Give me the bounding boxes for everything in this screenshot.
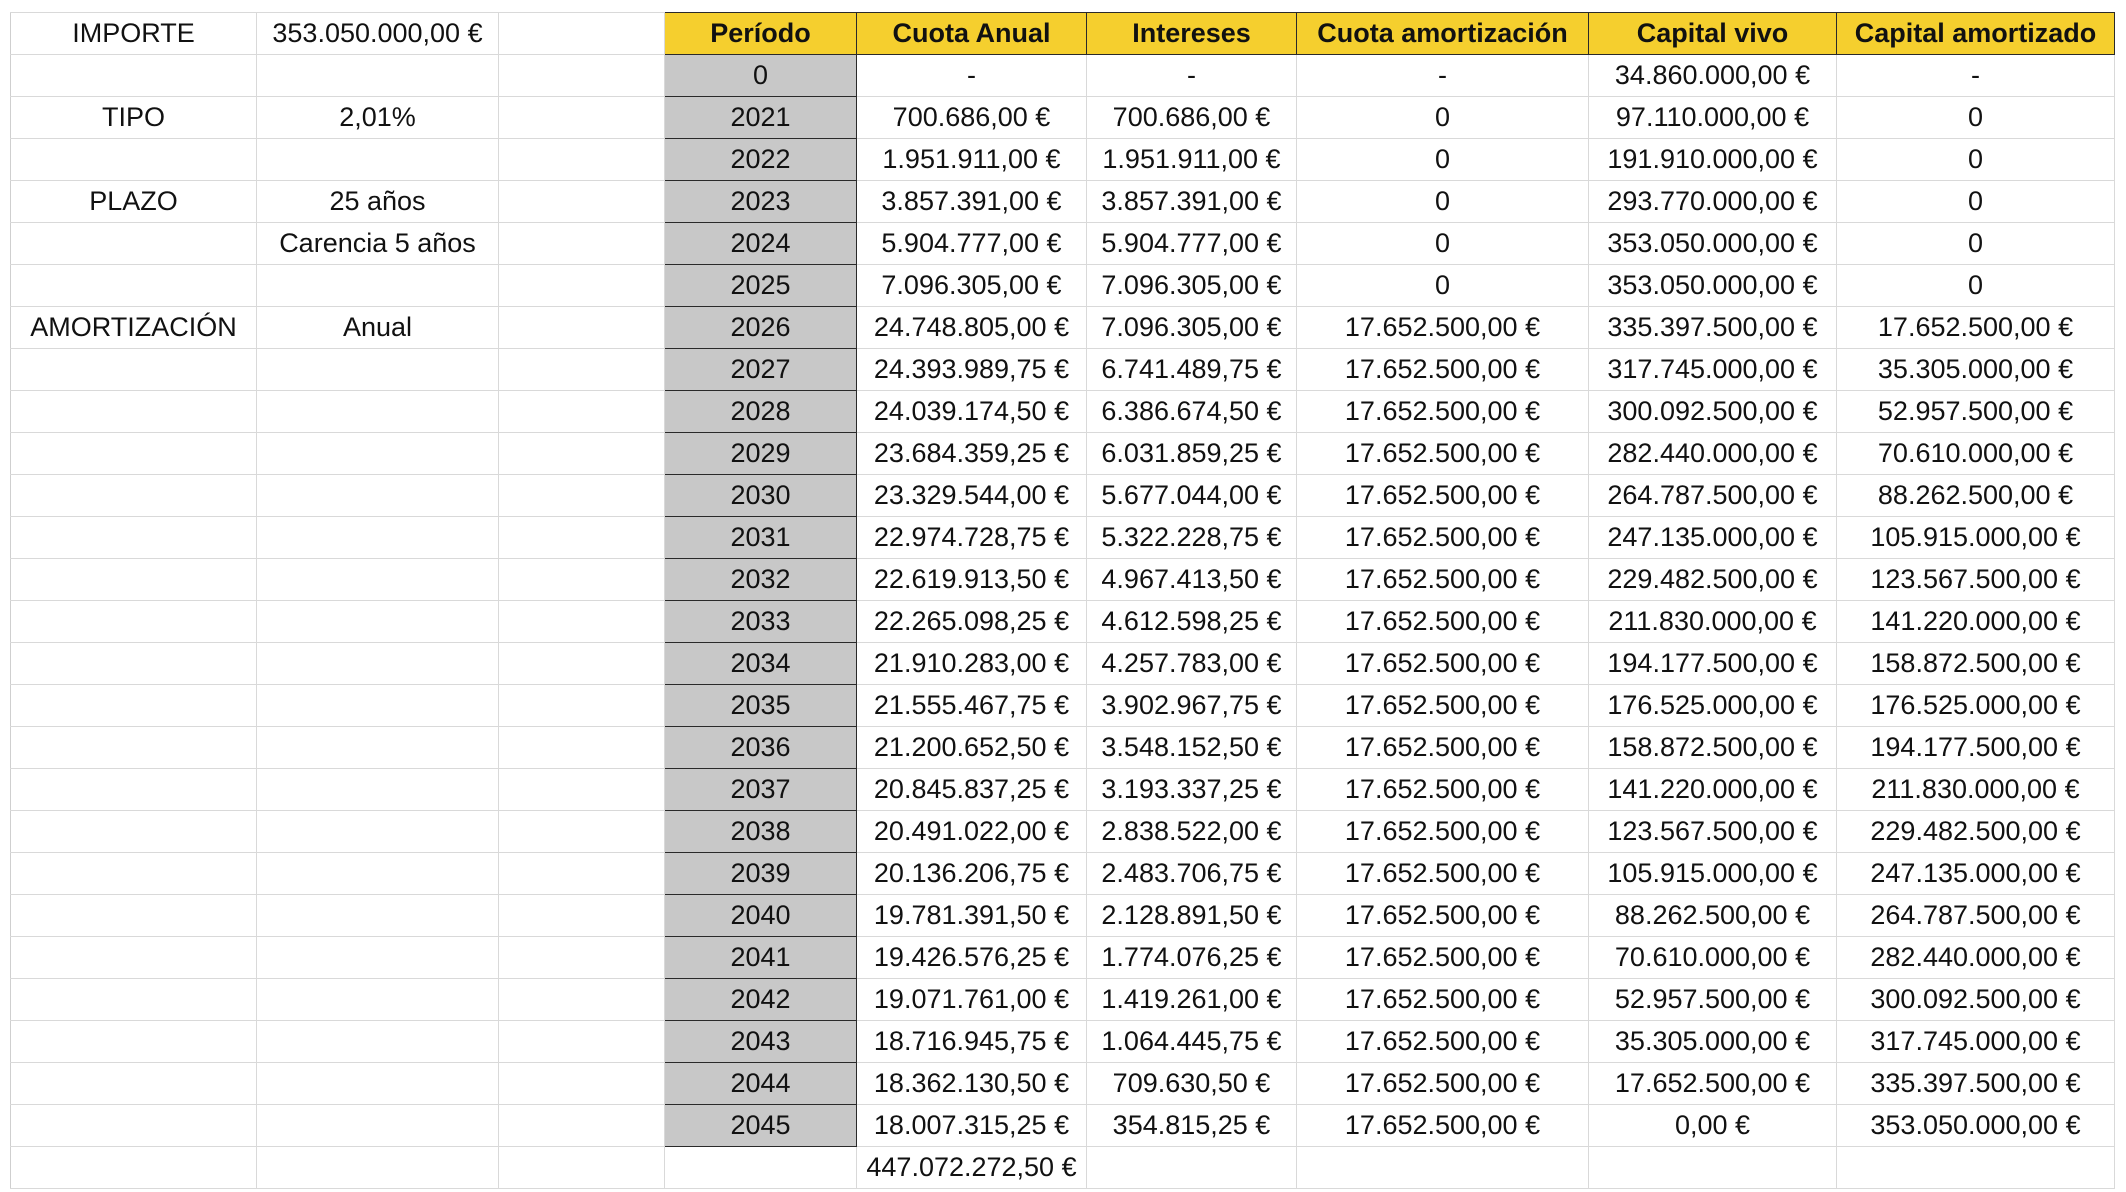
cell-intereses[interactable]: 354.815,25 € — [1087, 1105, 1297, 1147]
empty-cell[interactable] — [11, 1147, 257, 1189]
empty-cell[interactable] — [499, 307, 665, 349]
cell-capital-amortizado[interactable]: 282.440.000,00 € — [1837, 937, 2115, 979]
empty-cell[interactable] — [499, 643, 665, 685]
empty-cell[interactable] — [257, 433, 499, 475]
table-row — [11, 685, 2115, 727]
empty-cell[interactable] — [499, 223, 665, 265]
empty-cell[interactable] — [499, 97, 665, 139]
empty-cell[interactable] — [499, 265, 665, 307]
empty-cell[interactable] — [11, 811, 257, 853]
table-row — [11, 433, 2115, 475]
cell-capital-vivo[interactable]: 282.440.000,00 € — [1589, 433, 1837, 475]
cell-capital-vivo[interactable]: 176.525.000,00 € — [1589, 685, 1837, 727]
empty-cell[interactable] — [257, 853, 499, 895]
empty-cell[interactable] — [11, 1021, 257, 1063]
cell-capital-vivo[interactable]: 70.610.000,00 € — [1589, 937, 1837, 979]
cell-cuota-anual[interactable]: 700.686,00 € — [857, 97, 1087, 139]
cell-capital-amortizado[interactable]: 141.220.000,00 € — [1837, 601, 2115, 643]
cell-capital-amortizado[interactable]: 0 — [1837, 139, 2115, 181]
empty-cell[interactable] — [11, 1063, 257, 1105]
empty-cell[interactable] — [499, 727, 665, 769]
cell-intereses[interactable]: 2.128.891,50 € — [1087, 895, 1297, 937]
cell-cuota-anual[interactable]: 23.684.359,25 € — [857, 433, 1087, 475]
header-cuota-amortizacion[interactable]: Cuota amortización — [1297, 13, 1589, 55]
empty-cell[interactable] — [11, 139, 257, 181]
cell-capital-vivo[interactable]: 194.177.500,00 € — [1589, 643, 1837, 685]
empty-cell[interactable] — [257, 1147, 499, 1189]
cell-cuota-anual[interactable]: 7.096.305,00 € — [857, 265, 1087, 307]
empty-cell[interactable] — [257, 1063, 499, 1105]
cell-capital-vivo[interactable]: 35.305.000,00 € — [1589, 1021, 1837, 1063]
cell-cuota-amortizacion[interactable]: 17.652.500,00 € — [1297, 391, 1589, 433]
cell-capital-vivo[interactable]: 293.770.000,00 € — [1589, 181, 1837, 223]
empty-cell[interactable] — [257, 1105, 499, 1147]
empty-cell[interactable] — [257, 685, 499, 727]
empty-cell[interactable] — [11, 1105, 257, 1147]
cell-period[interactable]: 2029 — [665, 433, 857, 475]
amortizacion-value[interactable]: Anual — [257, 307, 499, 349]
cell-cuota-amortizacion[interactable]: 17.652.500,00 € — [1297, 1063, 1589, 1105]
empty-cell[interactable] — [499, 181, 665, 223]
cell-intereses[interactable]: 4.967.413,50 € — [1087, 559, 1297, 601]
cell-intereses[interactable]: 2.838.522,00 € — [1087, 811, 1297, 853]
cell-period[interactable]: 2041 — [665, 937, 857, 979]
cell-period[interactable]: 2021 — [665, 97, 857, 139]
empty-cell[interactable] — [665, 1147, 857, 1189]
cell-cuota-amortizacion[interactable]: 17.652.500,00 € — [1297, 727, 1589, 769]
empty-cell[interactable] — [257, 643, 499, 685]
cell-cuota-amortizacion[interactable]: 17.652.500,00 € — [1297, 769, 1589, 811]
plazo-value[interactable]: 25 años — [257, 181, 499, 223]
cell-capital-vivo[interactable]: 158.872.500,00 € — [1589, 727, 1837, 769]
cell-period[interactable]: 2038 — [665, 811, 857, 853]
cell-capital-amortizado[interactable]: 35.305.000,00 € — [1837, 349, 2115, 391]
cell-cuota-anual[interactable]: 19.426.576,25 € — [857, 937, 1087, 979]
cell-capital-amortizado[interactable]: 88.262.500,00 € — [1837, 475, 2115, 517]
cell-intereses[interactable]: 709.630,50 € — [1087, 1063, 1297, 1105]
cell-intereses[interactable]: 3.857.391,00 € — [1087, 181, 1297, 223]
cell-intereses[interactable]: 7.096.305,00 € — [1087, 265, 1297, 307]
cell-period[interactable]: 2024 — [665, 223, 857, 265]
table-row — [11, 55, 2115, 97]
total-row — [11, 1147, 2115, 1189]
table-row — [11, 265, 2115, 307]
empty-cell[interactable] — [499, 349, 665, 391]
cell-cuota-anual[interactable]: 21.200.652,50 € — [857, 727, 1087, 769]
empty-cell[interactable] — [1297, 1147, 1589, 1189]
cell-capital-amortizado[interactable]: 158.872.500,00 € — [1837, 643, 2115, 685]
empty-cell[interactable] — [257, 727, 499, 769]
empty-cell[interactable] — [11, 475, 257, 517]
cell-capital-amortizado[interactable]: 229.482.500,00 € — [1837, 811, 2115, 853]
cell-capital-vivo[interactable]: 211.830.000,00 € — [1589, 601, 1837, 643]
empty-cell[interactable] — [11, 223, 257, 265]
empty-cell[interactable] — [11, 685, 257, 727]
cell-capital-vivo[interactable]: 353.050.000,00 € — [1589, 265, 1837, 307]
table-row — [11, 559, 2115, 601]
empty-cell[interactable] — [1837, 1147, 2115, 1189]
cell-cuota-amortizacion[interactable]: 17.652.500,00 € — [1297, 643, 1589, 685]
empty-cell[interactable] — [499, 1147, 665, 1189]
empty-cell[interactable] — [11, 643, 257, 685]
empty-cell[interactable] — [257, 811, 499, 853]
empty-cell[interactable] — [11, 979, 257, 1021]
empty-cell[interactable] — [11, 601, 257, 643]
cell-capital-vivo[interactable]: 247.135.000,00 € — [1589, 517, 1837, 559]
cell-cuota-amortizacion[interactable]: 17.652.500,00 € — [1297, 1021, 1589, 1063]
table-row — [11, 97, 2115, 139]
cell-cuota-anual[interactable]: 24.748.805,00 € — [857, 307, 1087, 349]
cell-cuota-amortizacion[interactable]: 0 — [1297, 223, 1589, 265]
cell-period[interactable]: 2043 — [665, 1021, 857, 1063]
empty-cell[interactable] — [257, 55, 499, 97]
empty-cell[interactable] — [11, 937, 257, 979]
cell-capital-amortizado[interactable]: 0 — [1837, 181, 2115, 223]
empty-cell[interactable] — [11, 769, 257, 811]
empty-cell[interactable] — [11, 391, 257, 433]
cell-capital-vivo[interactable]: 34.860.000,00 € — [1589, 55, 1837, 97]
table-row — [11, 769, 2115, 811]
importe-value[interactable]: 353.050.000,00 € — [257, 13, 499, 55]
cell-period[interactable]: 2022 — [665, 139, 857, 181]
cell-capital-amortizado[interactable]: 247.135.000,00 € — [1837, 853, 2115, 895]
cell-capital-amortizado[interactable]: 105.915.000,00 € — [1837, 517, 2115, 559]
amortization-spreadsheet — [10, 12, 2115, 1189]
cell-cuota-amortizacion[interactable]: 17.652.500,00 € — [1297, 475, 1589, 517]
table-row — [11, 811, 2115, 853]
cell-capital-vivo[interactable]: 335.397.500,00 € — [1589, 307, 1837, 349]
plazo-label[interactable]: PLAZO — [11, 181, 257, 223]
cell-capital-vivo[interactable]: 141.220.000,00 € — [1589, 769, 1837, 811]
cell-period[interactable]: 2039 — [665, 853, 857, 895]
cell-intereses[interactable]: 6.741.489,75 € — [1087, 349, 1297, 391]
cell-cuota-amortizacion[interactable]: 17.652.500,00 € — [1297, 559, 1589, 601]
cell-intereses[interactable]: 7.096.305,00 € — [1087, 307, 1297, 349]
cell-intereses[interactable]: 2.483.706,75 € — [1087, 853, 1297, 895]
header-cuota-anual[interactable]: Cuota Anual — [857, 13, 1087, 55]
cell-capital-amortizado[interactable]: 353.050.000,00 € — [1837, 1105, 2115, 1147]
table-row — [11, 349, 2115, 391]
cell-cuota-anual[interactable]: 20.491.022,00 € — [857, 811, 1087, 853]
total-cuota-anual[interactable]: 447.072.272,50 € — [857, 1147, 1087, 1189]
table-row — [11, 895, 2115, 937]
cell-capital-amortizado[interactable]: 211.830.000,00 € — [1837, 769, 2115, 811]
table-row — [11, 727, 2115, 769]
cell-cuota-amortizacion[interactable]: 0 — [1297, 265, 1589, 307]
cell-capital-amortizado[interactable]: 264.787.500,00 € — [1837, 895, 2115, 937]
cell-cuota-anual[interactable]: 18.362.130,50 € — [857, 1063, 1087, 1105]
empty-cell[interactable] — [11, 433, 257, 475]
cell-capital-amortizado[interactable]: 52.957.500,00 € — [1837, 391, 2115, 433]
cell-capital-vivo[interactable]: 123.567.500,00 € — [1589, 811, 1837, 853]
empty-cell[interactable] — [257, 1021, 499, 1063]
cell-intereses[interactable]: 700.686,00 € — [1087, 97, 1297, 139]
empty-cell[interactable] — [499, 895, 665, 937]
empty-cell[interactable] — [257, 391, 499, 433]
empty-cell[interactable] — [499, 769, 665, 811]
cell-cuota-anual[interactable]: 21.555.467,75 € — [857, 685, 1087, 727]
cell-capital-vivo[interactable]: 88.262.500,00 € — [1589, 895, 1837, 937]
empty-cell[interactable] — [499, 811, 665, 853]
cell-period[interactable]: 2044 — [665, 1063, 857, 1105]
cell-period[interactable]: 2026 — [665, 307, 857, 349]
cell-capital-amortizado[interactable]: 0 — [1837, 97, 2115, 139]
table-row — [11, 601, 2115, 643]
cell-cuota-amortizacion[interactable]: 0 — [1297, 139, 1589, 181]
empty-cell[interactable] — [11, 853, 257, 895]
cell-cuota-anual[interactable]: 22.619.913,50 € — [857, 559, 1087, 601]
cell-cuota-amortizacion[interactable]: 17.652.500,00 € — [1297, 517, 1589, 559]
cell-capital-amortizado[interactable]: 300.092.500,00 € — [1837, 979, 2115, 1021]
cell-cuota-amortizacion[interactable]: 17.652.500,00 € — [1297, 349, 1589, 391]
cell-cuota-amortizacion[interactable]: - — [1297, 55, 1589, 97]
cell-cuota-amortizacion[interactable]: 0 — [1297, 97, 1589, 139]
cell-capital-vivo[interactable]: 229.482.500,00 € — [1589, 559, 1837, 601]
carencia-value[interactable]: Carencia 5 años — [257, 223, 499, 265]
cell-cuota-anual[interactable]: 1.951.911,00 € — [857, 139, 1087, 181]
empty-cell[interactable] — [11, 349, 257, 391]
cell-period[interactable]: 2035 — [665, 685, 857, 727]
cell-capital-amortizado[interactable]: 70.610.000,00 € — [1837, 433, 2115, 475]
empty-cell[interactable] — [257, 979, 499, 1021]
cell-capital-vivo[interactable]: 17.652.500,00 € — [1589, 1063, 1837, 1105]
cell-cuota-amortizacion[interactable]: 17.652.500,00 € — [1297, 811, 1589, 853]
cell-cuota-anual[interactable]: - — [857, 55, 1087, 97]
empty-cell[interactable] — [499, 1063, 665, 1105]
header-capital-vivo[interactable]: Capital vivo — [1589, 13, 1837, 55]
cell-capital-amortizado[interactable]: 317.745.000,00 € — [1837, 1021, 2115, 1063]
empty-cell[interactable] — [1087, 1147, 1297, 1189]
importe-label[interactable]: IMPORTE — [11, 13, 257, 55]
cell-intereses[interactable]: 1.419.261,00 € — [1087, 979, 1297, 1021]
cell-capital-amortizado[interactable]: 335.397.500,00 € — [1837, 1063, 2115, 1105]
cell-period[interactable]: 2037 — [665, 769, 857, 811]
cell-capital-vivo[interactable]: 97.110.000,00 € — [1589, 97, 1837, 139]
table-row — [11, 1063, 2115, 1105]
cell-capital-vivo[interactable]: 264.787.500,00 € — [1589, 475, 1837, 517]
cell-capital-vivo[interactable]: 191.910.000,00 € — [1589, 139, 1837, 181]
empty-cell[interactable] — [257, 475, 499, 517]
empty-cell[interactable] — [11, 559, 257, 601]
table-row — [11, 643, 2115, 685]
cell-period[interactable]: 2030 — [665, 475, 857, 517]
table-row — [11, 979, 2115, 1021]
cell-cuota-anual[interactable]: 19.781.391,50 € — [857, 895, 1087, 937]
empty-cell[interactable] — [499, 391, 665, 433]
cell-period[interactable]: 2040 — [665, 895, 857, 937]
empty-cell[interactable] — [499, 139, 665, 181]
cell-cuota-amortizacion[interactable]: 17.652.500,00 € — [1297, 979, 1589, 1021]
cell-capital-vivo[interactable]: 105.915.000,00 € — [1589, 853, 1837, 895]
cell-cuota-amortizacion[interactable]: 17.652.500,00 € — [1297, 433, 1589, 475]
table-row — [11, 853, 2115, 895]
cell-cuota-amortizacion[interactable]: 17.652.500,00 € — [1297, 601, 1589, 643]
table-row — [11, 181, 2115, 223]
cell-cuota-amortizacion[interactable]: 17.652.500,00 € — [1297, 685, 1589, 727]
empty-cell[interactable] — [11, 517, 257, 559]
cell-intereses[interactable]: 1.774.076,25 € — [1087, 937, 1297, 979]
cell-cuota-anual[interactable]: 19.071.761,00 € — [857, 979, 1087, 1021]
cell-cuota-anual[interactable]: 24.039.174,50 € — [857, 391, 1087, 433]
cell-cuota-anual[interactable]: 22.265.098,25 € — [857, 601, 1087, 643]
cell-intereses[interactable]: 4.257.783,00 € — [1087, 643, 1297, 685]
empty-cell[interactable] — [11, 265, 257, 307]
cell-period[interactable]: 2027 — [665, 349, 857, 391]
cell-period[interactable]: 2025 — [665, 265, 857, 307]
empty-cell[interactable] — [11, 55, 257, 97]
header-capital-amortizado[interactable]: Capital amortizado — [1837, 13, 2115, 55]
header-row — [11, 13, 2115, 55]
cell-capital-vivo[interactable]: 52.957.500,00 € — [1589, 979, 1837, 1021]
empty-cell[interactable] — [1589, 1147, 1837, 1189]
cell-intereses[interactable]: 5.322.228,75 € — [1087, 517, 1297, 559]
cell-cuota-anual[interactable]: 18.007.315,25 € — [857, 1105, 1087, 1147]
cell-period[interactable]: 2033 — [665, 601, 857, 643]
cell-intereses[interactable]: 3.902.967,75 € — [1087, 685, 1297, 727]
table-row — [11, 1021, 2115, 1063]
empty-cell[interactable] — [257, 139, 499, 181]
empty-cell[interactable] — [499, 433, 665, 475]
cell-cuota-amortizacion[interactable]: 17.652.500,00 € — [1297, 307, 1589, 349]
tipo-value[interactable]: 2,01% — [257, 97, 499, 139]
cell-cuota-anual[interactable]: 20.845.837,25 € — [857, 769, 1087, 811]
table-row — [11, 307, 2115, 349]
amortizacion-label[interactable]: AMORTIZACIÓN — [11, 307, 257, 349]
cell-capital-amortizado[interactable]: 194.177.500,00 € — [1837, 727, 2115, 769]
empty-cell[interactable] — [257, 895, 499, 937]
empty-cell[interactable] — [499, 559, 665, 601]
empty-cell[interactable] — [499, 601, 665, 643]
empty-cell[interactable] — [499, 13, 665, 55]
cell-capital-amortizado[interactable]: 123.567.500,00 € — [1837, 559, 2115, 601]
cell-cuota-anual[interactable]: 5.904.777,00 € — [857, 223, 1087, 265]
header-intereses[interactable]: Intereses — [1087, 13, 1297, 55]
empty-cell[interactable] — [257, 601, 499, 643]
cell-intereses[interactable]: 3.193.337,25 € — [1087, 769, 1297, 811]
empty-cell[interactable] — [499, 55, 665, 97]
cell-cuota-anual[interactable]: 22.974.728,75 € — [857, 517, 1087, 559]
cell-capital-amortizado[interactable]: 17.652.500,00 € — [1837, 307, 2115, 349]
empty-cell[interactable] — [499, 1021, 665, 1063]
table-row — [11, 475, 2115, 517]
cell-capital-amortizado[interactable]: 176.525.000,00 € — [1837, 685, 2115, 727]
cell-cuota-anual[interactable]: 21.910.283,00 € — [857, 643, 1087, 685]
cell-capital-vivo[interactable]: 0,00 € — [1589, 1105, 1837, 1147]
cell-period[interactable]: 2034 — [665, 643, 857, 685]
cell-capital-vivo[interactable]: 300.092.500,00 € — [1589, 391, 1837, 433]
cell-period[interactable]: 2028 — [665, 391, 857, 433]
empty-cell[interactable] — [257, 265, 499, 307]
cell-period[interactable]: 0 — [665, 55, 857, 97]
empty-cell[interactable] — [499, 517, 665, 559]
cell-cuota-anual[interactable]: 24.393.989,75 € — [857, 349, 1087, 391]
table-row — [11, 1105, 2115, 1147]
cell-cuota-amortizacion[interactable]: 17.652.500,00 € — [1297, 853, 1589, 895]
cell-cuota-anual[interactable]: 3.857.391,00 € — [857, 181, 1087, 223]
cell-period[interactable]: 2045 — [665, 1105, 857, 1147]
header-period[interactable]: Período — [665, 13, 857, 55]
empty-cell[interactable] — [499, 1105, 665, 1147]
cell-intereses[interactable]: 1.064.445,75 € — [1087, 1021, 1297, 1063]
empty-cell[interactable] — [499, 685, 665, 727]
cell-intereses[interactable]: 5.677.044,00 € — [1087, 475, 1297, 517]
cell-cuota-amortizacion[interactable]: 17.652.500,00 € — [1297, 937, 1589, 979]
cell-capital-amortizado[interactable]: 0 — [1837, 265, 2115, 307]
empty-cell[interactable] — [257, 349, 499, 391]
cell-period[interactable]: 2032 — [665, 559, 857, 601]
cell-period[interactable]: 2036 — [665, 727, 857, 769]
cell-cuota-amortizacion[interactable]: 17.652.500,00 € — [1297, 895, 1589, 937]
empty-cell[interactable] — [257, 517, 499, 559]
cell-capital-vivo[interactable]: 353.050.000,00 € — [1589, 223, 1837, 265]
cell-intereses[interactable]: 1.951.911,00 € — [1087, 139, 1297, 181]
empty-cell[interactable] — [499, 937, 665, 979]
cell-capital-amortizado[interactable]: 0 — [1837, 223, 2115, 265]
tipo-label[interactable]: TIPO — [11, 97, 257, 139]
cell-intereses[interactable]: 6.031.859,25 € — [1087, 433, 1297, 475]
cell-capital-vivo[interactable]: 317.745.000,00 € — [1589, 349, 1837, 391]
empty-cell[interactable] — [257, 769, 499, 811]
cell-capital-amortizado[interactable]: - — [1837, 55, 2115, 97]
empty-cell[interactable] — [11, 895, 257, 937]
empty-cell[interactable] — [257, 559, 499, 601]
empty-cell[interactable] — [499, 979, 665, 1021]
cell-period[interactable]: 2031 — [665, 517, 857, 559]
cell-intereses[interactable]: - — [1087, 55, 1297, 97]
cell-cuota-anual[interactable]: 18.716.945,75 € — [857, 1021, 1087, 1063]
cell-cuota-amortizacion[interactable]: 17.652.500,00 € — [1297, 1105, 1589, 1147]
cell-intereses[interactable]: 4.612.598,25 € — [1087, 601, 1297, 643]
cell-cuota-anual[interactable]: 23.329.544,00 € — [857, 475, 1087, 517]
empty-cell[interactable] — [257, 937, 499, 979]
cell-cuota-amortizacion[interactable]: 0 — [1297, 181, 1589, 223]
table-row — [11, 391, 2115, 433]
table-row — [11, 223, 2115, 265]
empty-cell[interactable] — [499, 853, 665, 895]
cell-period[interactable]: 2023 — [665, 181, 857, 223]
cell-cuota-anual[interactable]: 20.136.206,75 € — [857, 853, 1087, 895]
table-row — [11, 937, 2115, 979]
cell-intereses[interactable]: 6.386.674,50 € — [1087, 391, 1297, 433]
table-row — [11, 139, 2115, 181]
empty-cell[interactable] — [499, 475, 665, 517]
cell-intereses[interactable]: 3.548.152,50 € — [1087, 727, 1297, 769]
table-row — [11, 517, 2115, 559]
cell-intereses[interactable]: 5.904.777,00 € — [1087, 223, 1297, 265]
empty-cell[interactable] — [11, 727, 257, 769]
cell-period[interactable]: 2042 — [665, 979, 857, 1021]
